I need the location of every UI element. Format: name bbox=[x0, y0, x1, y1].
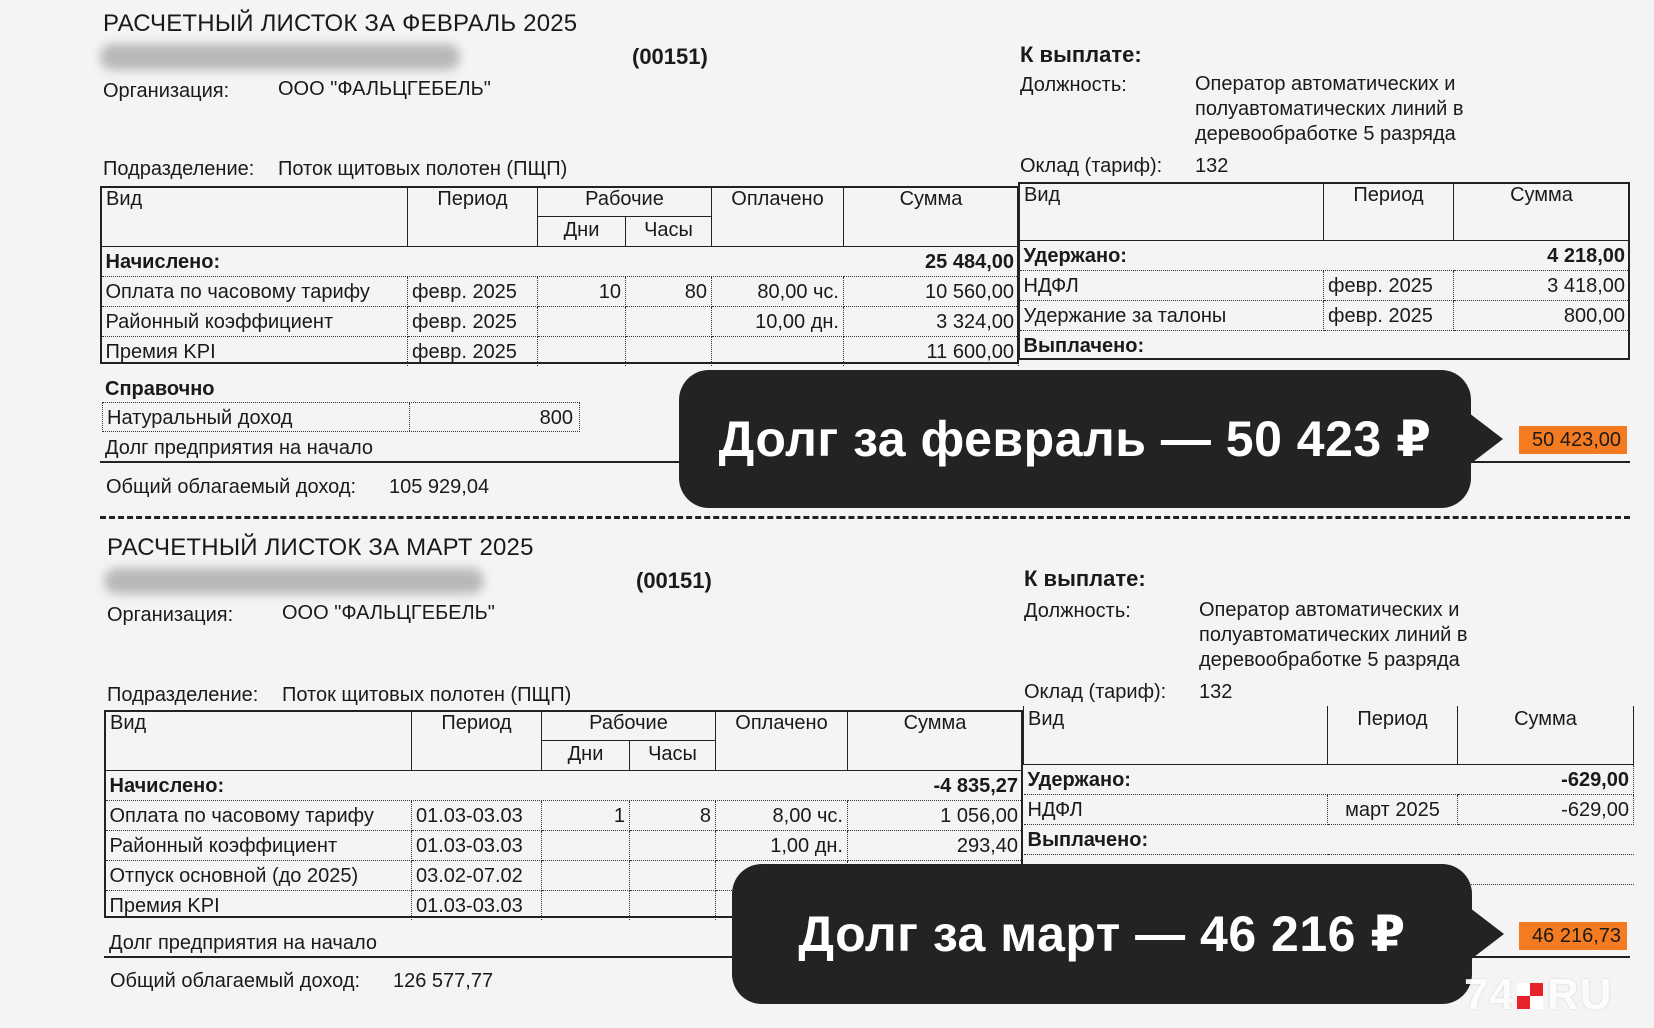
col-sum: Сумма bbox=[1454, 182, 1630, 241]
paid-out-label: Выплачено: bbox=[1024, 825, 1634, 855]
cut-line bbox=[100, 516, 1630, 519]
withheld-total: 4 218,00 bbox=[1454, 241, 1630, 271]
row-paid: 80,00 чс. bbox=[712, 276, 844, 306]
row-vid: Премия KPI bbox=[106, 890, 412, 920]
row-period: февр. 2025 bbox=[408, 336, 538, 366]
position-line: деревообработке 5 разряда bbox=[1199, 649, 1460, 671]
position-label: Должность: bbox=[1024, 600, 1131, 622]
col-period: Период bbox=[412, 710, 542, 770]
col-paid: Оплачено bbox=[716, 710, 848, 770]
row-sum: -629,00 bbox=[1458, 795, 1634, 825]
row-vid: Районный коэффициент bbox=[106, 830, 412, 860]
col-hours: Часы bbox=[630, 740, 716, 770]
position-line: полуавтоматических линий в bbox=[1199, 624, 1468, 646]
withheld-total: -629,00 bbox=[1458, 765, 1634, 795]
debt-callout bbox=[732, 864, 1472, 1004]
row-period: февр. 2025 bbox=[1324, 271, 1454, 301]
deductions-table bbox=[1023, 706, 1634, 885]
col-period: Период bbox=[1328, 706, 1458, 765]
row-period: 01.03-03.03 bbox=[412, 800, 542, 830]
accruals-frame bbox=[100, 186, 1019, 364]
dept-label: Подразделение: bbox=[103, 158, 255, 180]
col-hours: Часы bbox=[626, 216, 712, 246]
row-vid: НДФЛ bbox=[1024, 795, 1328, 825]
position-line: полуавтоматических линий в bbox=[1195, 98, 1464, 120]
salary-label: Оклад (тариф): bbox=[1020, 155, 1163, 177]
row-sum: 800,00 bbox=[1454, 301, 1630, 331]
position-value bbox=[1195, 72, 1464, 147]
withheld-label: Удержано: bbox=[1024, 765, 1458, 795]
position-line: Оператор автоматических и bbox=[1195, 73, 1456, 95]
dept-value: Поток щитовых полотен (ПЩП) bbox=[282, 684, 572, 706]
debt-label: Долг предприятия на начало bbox=[105, 437, 373, 459]
col-vid: Вид bbox=[106, 710, 412, 770]
row-vid: Премия KPI bbox=[102, 336, 408, 366]
salary-label: Оклад (тариф): bbox=[1024, 681, 1167, 703]
paid-out-label: Выплачено: bbox=[1023, 335, 1145, 357]
row-days: 1 bbox=[542, 800, 630, 830]
position-line: Оператор автоматических и bbox=[1199, 599, 1460, 621]
withheld-total-row bbox=[1024, 765, 1634, 795]
natural-income-box bbox=[102, 402, 580, 432]
accrued-label: Начислено: bbox=[102, 246, 844, 276]
row-vid: Отпуск основной (до 2025) bbox=[106, 860, 412, 890]
callout-arrow bbox=[1470, 908, 1504, 960]
watermark-logo bbox=[1464, 970, 1613, 1020]
dept-label: Подразделение: bbox=[107, 684, 259, 706]
row-sum: 11 600,00 bbox=[844, 336, 1019, 366]
natural-income-value: 800 bbox=[539, 407, 573, 429]
position-value bbox=[1199, 598, 1468, 673]
row-vid: Оплата по часовому тарифу bbox=[102, 276, 408, 306]
row-days: 10 bbox=[538, 276, 626, 306]
accrued-label: Начислено: bbox=[106, 770, 848, 800]
col-working: Рабочие bbox=[542, 710, 716, 740]
debt-label: Долг предприятия на начало bbox=[109, 932, 377, 954]
col-vid: Вид bbox=[102, 186, 408, 246]
payout-label: К выплате: bbox=[1020, 42, 1142, 67]
row-vid: Оплата по часовому тарифу bbox=[106, 800, 412, 830]
col-sum: Сумма bbox=[1458, 706, 1634, 765]
org-label: Организация: bbox=[107, 604, 234, 626]
callout-arrow bbox=[1469, 413, 1503, 465]
table-row bbox=[1024, 795, 1634, 825]
debt-value: 50 423,00 bbox=[1519, 426, 1627, 454]
position-line: деревообработке 5 разряда bbox=[1195, 123, 1456, 145]
row-period: 01.03-03.03 bbox=[412, 890, 542, 920]
row-sum: 293,40 bbox=[848, 830, 1023, 860]
row-vid: НДФЛ bbox=[1020, 271, 1324, 301]
taxable-value: 105 929,04 bbox=[389, 476, 490, 498]
row-period: февр. 2025 bbox=[408, 306, 538, 336]
col-paid: Оплачено bbox=[712, 186, 844, 246]
natural-income-label: Натуральный доход bbox=[107, 407, 293, 429]
col-period: Период bbox=[408, 186, 538, 246]
row-period: февр. 2025 bbox=[408, 276, 538, 306]
dept-value: Поток щитовых полотен (ПЩП) bbox=[278, 158, 568, 180]
col-working: Рабочие bbox=[538, 186, 712, 216]
paid-out-row bbox=[1024, 825, 1634, 855]
col-days: Дни bbox=[538, 216, 626, 246]
row-period: март 2025 bbox=[1328, 795, 1458, 825]
org-value: ООО "ФАЛЬЦГЕБЕЛЬ" bbox=[282, 602, 495, 624]
col-days: Дни bbox=[542, 740, 630, 770]
row-hours: 8 bbox=[630, 800, 716, 830]
row-vid: Удержание за талоны bbox=[1020, 301, 1324, 331]
debt-value: 46 216,73 bbox=[1519, 922, 1627, 950]
row-paid: 1,00 дн. bbox=[716, 830, 848, 860]
row-period: 03.02-07.02 bbox=[412, 860, 542, 890]
accrued-total: 25 484,00 bbox=[844, 246, 1019, 276]
callout-text: Долг за февраль — 50 423 ₽ bbox=[718, 411, 1432, 467]
withheld-label: Удержано: bbox=[1020, 241, 1454, 271]
redacted-name bbox=[100, 44, 460, 70]
org-label: Организация: bbox=[103, 80, 230, 102]
payslip-title: РАСЧЕТНЫЙ ЛИСТОК ЗА МАРТ 2025 bbox=[107, 534, 534, 561]
row-vid: Районный коэффициент bbox=[102, 306, 408, 336]
taxable-label: Общий облагаемый доход: bbox=[106, 476, 357, 498]
taxable-label: Общий облагаемый доход: bbox=[110, 970, 361, 992]
payout-label: К выплате: bbox=[1024, 566, 1146, 591]
row-sum: 1 056,00 bbox=[848, 800, 1023, 830]
employee-code: (00151) bbox=[632, 44, 708, 69]
reference-label: Справочно bbox=[105, 378, 215, 400]
salary-value: 132 bbox=[1199, 681, 1233, 703]
redacted-name bbox=[104, 568, 484, 594]
row-sum: 10 560,00 bbox=[844, 276, 1019, 306]
divider bbox=[409, 403, 410, 431]
col-sum: Сумма bbox=[844, 186, 1019, 246]
employee-code: (00151) bbox=[636, 568, 712, 593]
watermark-left: 74 bbox=[1464, 970, 1515, 1019]
row-hours: 80 bbox=[626, 276, 712, 306]
position-label: Должность: bbox=[1020, 74, 1127, 96]
debt-callout bbox=[679, 370, 1471, 508]
row-paid: 8,00 чс. bbox=[716, 800, 848, 830]
row-period: февр. 2025 bbox=[1324, 301, 1454, 331]
logo-square-icon bbox=[1517, 983, 1543, 1009]
col-sum: Сумма bbox=[848, 710, 1023, 770]
salary-value: 132 bbox=[1195, 155, 1229, 177]
accrued-total: -4 835,27 bbox=[848, 770, 1023, 800]
col-vid: Вид bbox=[1024, 706, 1328, 765]
callout-text: Долг за март — 46 216 ₽ bbox=[798, 906, 1406, 962]
col-period: Период bbox=[1324, 182, 1454, 241]
org-value: ООО "ФАЛЬЦГЕБЕЛЬ" bbox=[278, 78, 491, 100]
watermark-right: RU bbox=[1546, 970, 1613, 1019]
taxable-value: 126 577,77 bbox=[393, 970, 494, 992]
row-paid: 10,00 дн. bbox=[712, 306, 844, 336]
row-period: 01.03-03.03 bbox=[412, 830, 542, 860]
payslip-title: РАСЧЕТНЫЙ ЛИСТОК ЗА ФЕВРАЛЬ 2025 bbox=[103, 10, 578, 37]
row-sum: 3 324,00 bbox=[844, 306, 1019, 336]
row-sum: 3 418,00 bbox=[1454, 271, 1630, 301]
col-vid: Вид bbox=[1020, 182, 1324, 241]
deductions-frame bbox=[1018, 182, 1630, 360]
